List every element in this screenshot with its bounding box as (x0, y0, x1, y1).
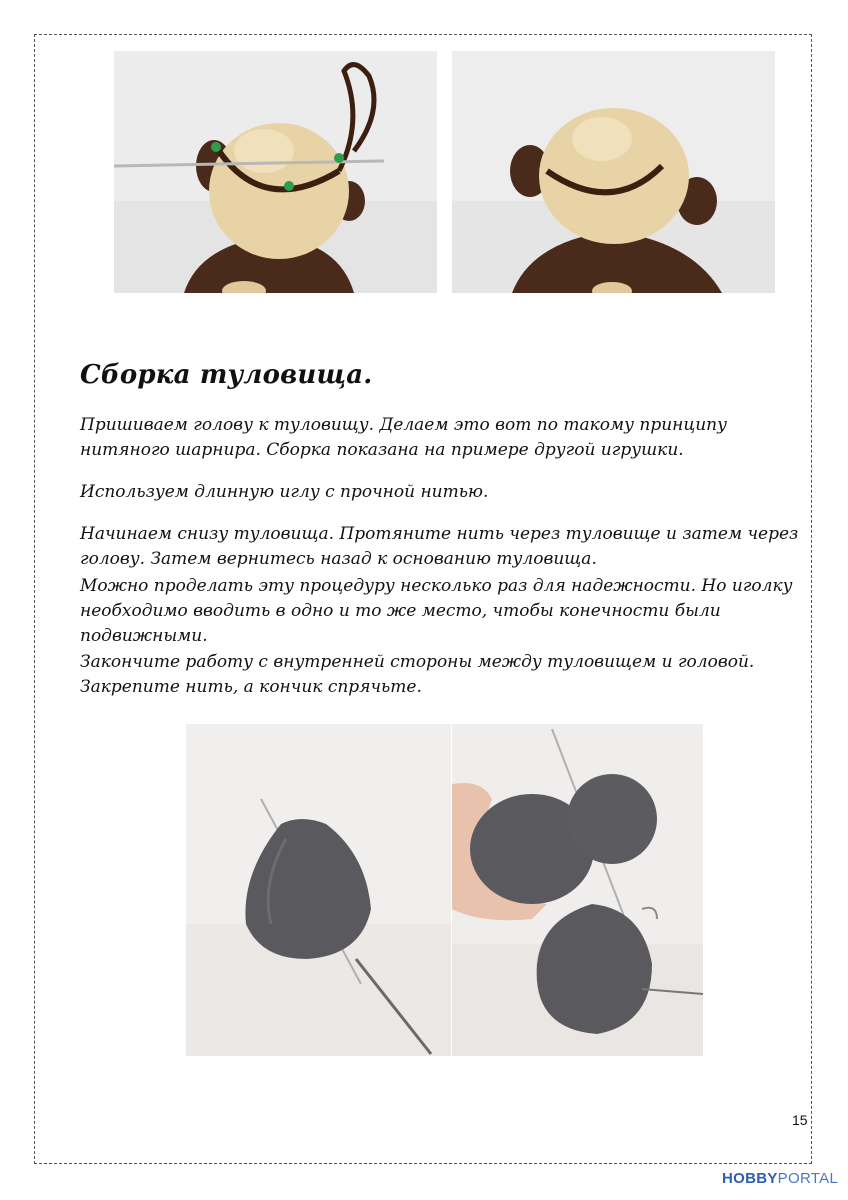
brand-logo[interactable] (722, 1170, 838, 1187)
brand-logo-part1: HOBBY (722, 1170, 778, 1187)
photo-body-with-needle (186, 724, 451, 1056)
paragraph-finish: Закончите работу с внутренней стороны между туловищем и головой. Закрепите нить, а кончик спрячьте. (80, 652, 755, 697)
paragraph-start: Начинаем снизу туловища. Протяните нить через туловище и затем через голову. Затем вернитесь назад к основанию туловища. (80, 524, 799, 569)
photo-finished-face (452, 51, 775, 293)
photo-head-with-pins (114, 51, 437, 293)
photo-head-and-body (452, 724, 703, 1056)
paragraph-intro: Пришиваем голову к туловищу. Делаем это вот по такому принципу нитяного шарнира. Сборка показана на примере другой игрушки. (80, 415, 727, 460)
brand-logo-part2: PORTAL (777, 1170, 839, 1187)
paragraph-repeat: Можно проделать эту процедуру несколько раз для надежности. Но иголку необходимо вводить в одно и то же место, чтобы конечности были подвижными. (80, 576, 793, 646)
section-heading: Сборка туловища. (80, 360, 373, 390)
page-number: 15 (792, 1112, 808, 1128)
paragraph-needle: Используем длинную иглу с прочной нитью. (80, 482, 489, 502)
